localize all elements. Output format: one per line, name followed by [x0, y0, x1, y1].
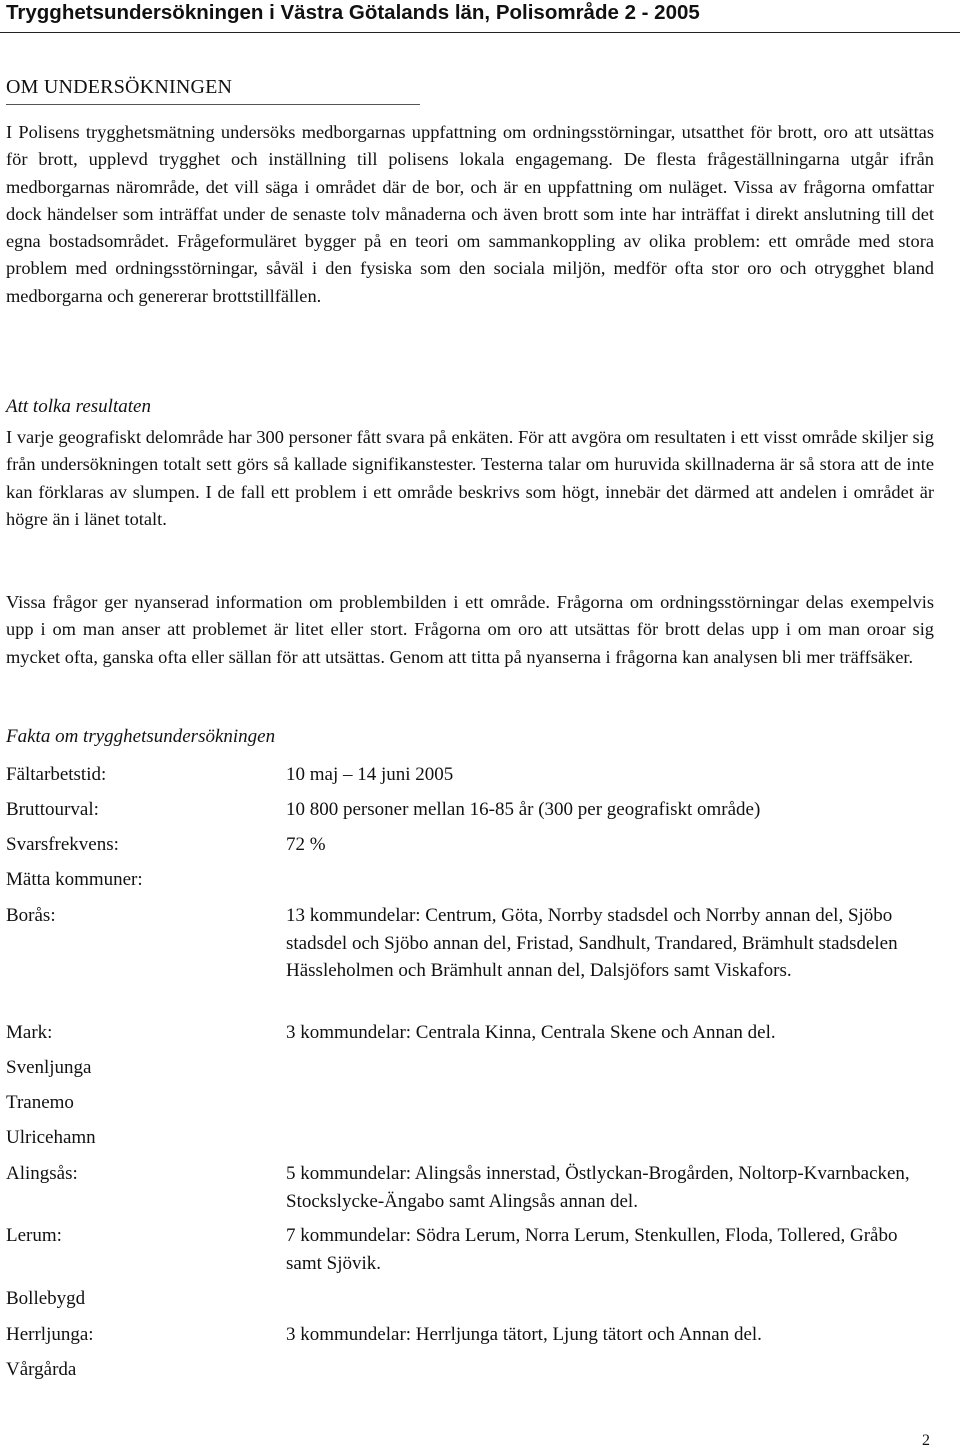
facts-value: 13 kommundelar: Centrum, Göta, Norrby stadsdel och Norrby annan del, Sjöbo stadsdel och Sjöbo annan del, Fristad, Sandhult, Trandared, Brämhult stadsdelen Hässleholmen och Brämhult annan del, Dalsjöfors samt Viskafors.: [286, 905, 898, 981]
results-paragraph: I varje geografiskt delområde har 300 personer fått svara på enkäten. För att avgöra om resultaten i ett visst område skiljer sig från undersökningen totalt sett görs så kallade signifikanstester. Testerna talar om huruvida skillnaderna är så stora att de inte kan förklaras av slumpen. I de fall ett problem i ett område beskrivs som högt, innebär det därmed att andelen i området är högre än i länet totalt.: [6, 427, 934, 529]
facts-value: 3 kommundelar: Herrljunga tätort, Ljung tätort och Annan del.: [286, 1324, 762, 1345]
facts-value: 7 kommundelar: Södra Lerum, Norra Lerum, Stenkullen, Floda, Tollered, Gråbo samt Sjövik.: [286, 1225, 898, 1274]
page-number: 2: [922, 1432, 930, 1449]
facts-label: Bruttourval:: [6, 799, 99, 820]
facts-label: Borås:: [6, 905, 56, 926]
facts-value: 5 kommundelar: Alingsås innerstad, Östlyckan-Brogården, Noltorp-Kvarnbacken, Stockslycke-Ängabo samt Alingsås annan del.: [286, 1163, 910, 1212]
nuance-paragraph: Vissa frågor ger nyanserad information om problembilden i ett område. Frågorna om ordningsstörningar delas exempelvis upp i om man anser att problemet är litet eller stort. Frågorna om oro att utsättas för brott delas upp i om man oroar sig mycket ofta, ganska ofta eller sällan för att utsättas. Genom att titta på nyanserna i frågorna kan analysen bli mer träffsäker.: [6, 592, 934, 667]
facts-label: Lerum:: [6, 1225, 62, 1246]
facts-label: Svenljunga: [6, 1057, 92, 1078]
facts-label: Alingsås:: [6, 1163, 78, 1184]
facts-value: 3 kommundelar: Centrala Kinna, Centrala Skene och Annan del.: [286, 1022, 776, 1043]
facts-label: Ulricehamn: [6, 1127, 96, 1148]
facts-label: Vårgårda: [6, 1359, 77, 1380]
facts-label: Bollebygd: [6, 1288, 86, 1309]
facts-label: Mark:: [6, 1022, 53, 1043]
page-header: [0, 0, 960, 33]
facts-label: Fältarbetstid:: [6, 764, 107, 785]
facts-label: Tranemo: [6, 1092, 74, 1113]
facts-value: 10 800 personer mellan 16-85 år (300 per geografiskt område): [286, 799, 761, 820]
results-heading: Att tolka resultaten: [6, 396, 151, 417]
section-title-underline: [6, 104, 420, 105]
facts-label: Herrljunga:: [6, 1324, 94, 1345]
facts-heading: Fakta om trygghetsundersökningen: [6, 726, 276, 747]
section-title: OM UNDERSÖKNINGEN: [6, 76, 233, 98]
facts-value: 72 %: [286, 834, 326, 855]
document-title: Trygghetsundersökningen i Västra Götalands län, Polisområde 2 - 2005: [6, 1, 700, 24]
facts-label: Mätta kommuner:: [6, 869, 143, 890]
facts-label: Svarsfrekvens:: [6, 834, 119, 855]
intro-paragraph: I Polisens trygghetsmätning undersöks medborgarnas uppfattning om ordningsstörningar, utsatthet för brott, oro att utsättas för brott, upplevd trygghet och inställning till polisens lokala engagemang. De flesta frågeställningarna utgår ifrån medborgarnas närområde, det vill säga i området där de bor, och är en uppfattning om nuläget. Vissa av frågorna omfattar dock händelser som inträffat under de senaste tolv månaderna och även brott som inte har inträffat i direkt anslutning till det egna bostadsområdet. Frågeformuläret bygger på en teori om sammankoppling av olika problem: ett område med stora problem med ordningsstörningar, såväl i den fysiska som den sociala miljön, medför ofta stor oro och otrygghet bland medborgarna och genererar brottstillfällen.: [6, 122, 934, 306]
facts-value: 10 maj – 14 juni 2005: [286, 764, 454, 785]
